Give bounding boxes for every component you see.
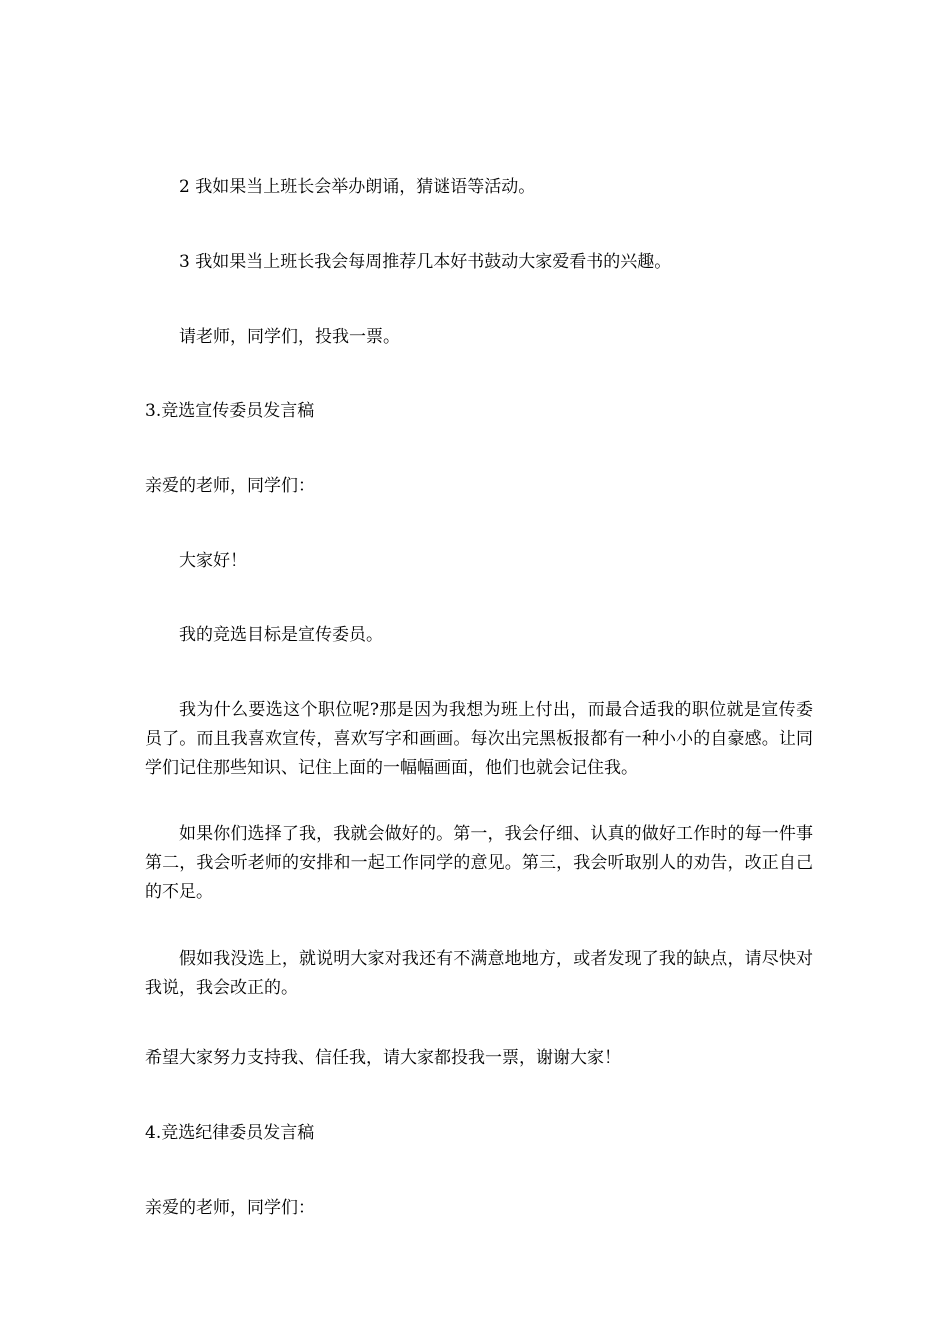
section-heading-discipline: 4.竞选纪律委员发言稿 (145, 1123, 315, 1143)
paragraph-salutation-2: 亲爱的老师，同学们： (145, 1198, 315, 1218)
paragraph-goal: 我的竞选目标是宣传委员。 (179, 625, 383, 645)
section-heading-publicity: 3.竞选宣传委员发言稿 (145, 401, 315, 421)
paragraph-greeting: 大家好！ (179, 551, 247, 571)
paragraph-plan-3: 3 我如果当上班长我会每周推荐几本好书鼓动大家爱看书的兴趣。 (179, 252, 672, 272)
paragraph-if-not-elected: 假如我没选上，就说明大家对我还有不满意地地方，或者发现了我的缺点，请尽快对我说，我会改正的。 (145, 949, 813, 998)
paragraph-plan-2: 2 我如果当上班长会举办朗诵，猜谜语等活动。 (179, 177, 536, 197)
paragraph-vote-request: 请老师，同学们，投我一票。 (179, 327, 400, 347)
paragraph-reason: 我为什么要选这个职位呢?那是因为我想为班上付出，而最合适我的职位就是宣传委员了。而且我喜欢宣传，喜欢写字和画画。每次出完黑板报都有一种小小的自豪感。让同学们记住那些知识、记住上面的一幅幅画面，他们也就会记住我。 (145, 700, 813, 778)
paragraph-salutation: 亲爱的老师，同学们： (145, 476, 315, 496)
paragraph-commitments: 如果你们选择了我，我就会做好的。第一，我会仔细、认真的做好工作时的每一件事第二，我会听老师的安排和一起工作同学的意见。第三，我会听取别人的劝告，改正自己的不足。 (145, 824, 813, 902)
paragraph-closing: 希望大家努力支持我、信任我，请大家都投我一票，谢谢大家！ (145, 1048, 621, 1068)
